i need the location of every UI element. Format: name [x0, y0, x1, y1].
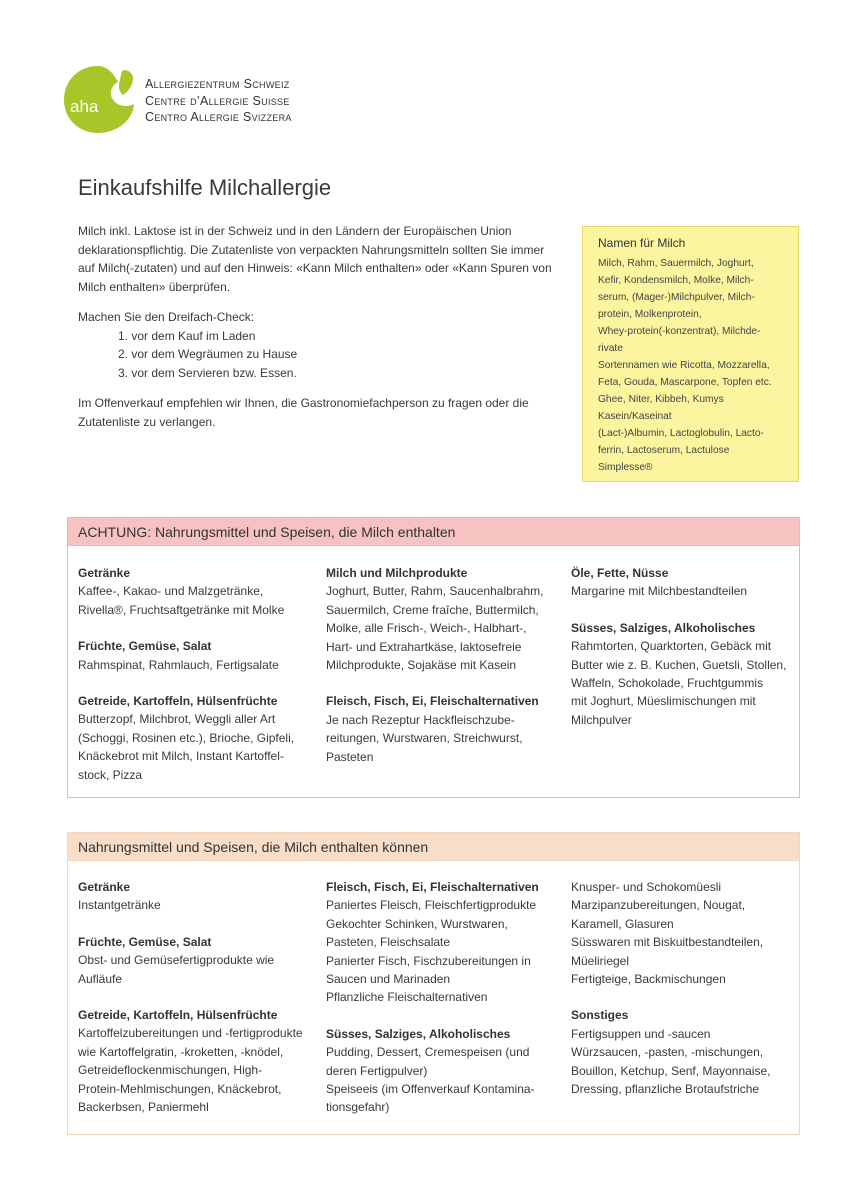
food-group-title: Süsses, Salziges, Alkoholisches: [571, 620, 756, 635]
food-group: [78, 1006, 313, 1116]
section-may-contain-milk: [67, 832, 800, 1135]
food-group-line: Fertigsuppen und -saucen: [571, 1026, 711, 1041]
food-group: [326, 564, 558, 674]
food-group-line: Backerbsen, Paniermehl: [78, 1100, 209, 1115]
food-group-line: Pflanzliche Fleischalternativen: [326, 990, 488, 1005]
food-group-line: Speiseeis (im Offenverkauf Kontamina-: [326, 1082, 535, 1097]
milk-name-line: ferrin, Lactoserum, Lactulose: [598, 445, 730, 456]
offenverkauf-paragraph: Im Offenverkauf empfehlen wir Ihnen, die Gastronomiefachperson zu fragen oder die Zutatenliste zu verlangen.: [78, 396, 529, 429]
column: [78, 878, 313, 1134]
food-group-line: wie Kartoffelgratin, -kroketten, -knödel,: [78, 1044, 284, 1059]
milk-names-title: Namen für Milch: [598, 236, 686, 250]
food-group-line: Rivella®, Fruchtsaftgetränke mit Molke: [78, 602, 285, 617]
food-group: [78, 637, 313, 674]
milk-name-line: Ghee, Niter, Kibbeh, Kumys: [598, 394, 724, 405]
food-group-line: Sauermilch, Creme fraîche, Buttermilch,: [326, 602, 539, 617]
milk-name-line: Feta, Gouda, Mascarpone, Topfen etc.: [598, 377, 772, 388]
intro-paragraph: Milch inkl. Laktose ist in der Schweiz und in den Ländern der Europäischen Union deklarationspflichtig. Die Zutatenliste von verpackten Nahrungsmitteln sollten Sie immer auf Milch(-zutaten) und auf den Hinweis: «Kann Milch enthalten» oder «Kann Spuren von Milch enthalten» überprüfen.: [78, 224, 552, 294]
food-group: [78, 933, 313, 988]
org-line-de: Allergiezentrum Schweiz: [145, 77, 290, 91]
food-group-line: Protein-Mehlmischungen, Knäckebrot,: [78, 1081, 282, 1096]
check-item: 2. vor dem Wegräumen zu Hause: [118, 347, 298, 361]
section-header: Nahrungsmittel und Speisen, die Milch enthalten können: [68, 833, 799, 861]
food-group-line: Joghurt, Butter, Rahm, Saucenhalbrahm,: [326, 584, 544, 599]
page-title: Einkaufshilfe Milchallergie: [78, 175, 332, 200]
food-group-line: Waffeln, Schokolade, Fruchtgummis: [571, 676, 764, 691]
food-group-title: Milch und Milchprodukte: [326, 566, 468, 580]
food-group-line: Hart- und Extrahartkäse, laktosefreie: [326, 639, 522, 654]
food-group-line: Getreideflockenmischungen, High-: [78, 1063, 263, 1078]
milk-name-line: Sortennamen wie Ricotta, Mozzarella,: [598, 360, 770, 371]
food-group-line: Margarine mit Milchbestandteilen: [571, 584, 748, 599]
food-group: [326, 692, 558, 766]
food-group-line: Panierter Fisch, Fischzubereitungen in: [326, 953, 531, 968]
column: [571, 878, 793, 1116]
organization-name: [145, 76, 292, 126]
food-group-line: stock, Pizza: [78, 767, 143, 782]
food-group-title: Fleisch, Fisch, Ei, Fleischalternativen: [326, 880, 539, 894]
milk-name-line: Kefir, Kondensmilch, Molke, Milch-: [598, 275, 754, 286]
food-group-line: Gekochter Schinken, Wurstwaren,: [326, 916, 508, 931]
food-group-line: Süsswaren mit Biskuitbestandteilen,: [571, 935, 764, 950]
food-group: [326, 1025, 558, 1117]
food-group: [326, 878, 558, 1007]
aha-logo-text: aha: [70, 97, 99, 116]
check-item: 1. vor dem Kauf im Laden: [118, 328, 256, 343]
food-group-line: mit Joghurt, Müeslimischungen mit: [571, 694, 756, 709]
food-group-line: Kartoffelzubereitungen und -fertigprodukte: [78, 1026, 303, 1041]
food-group-line: Marzipanzubereitungen, Nougat,: [571, 898, 746, 913]
check-intro: Machen Sie den Dreifach-Check:: [78, 310, 255, 324]
food-group: [571, 619, 793, 729]
food-group-line: reitungen, Wurstwaren, Streichwurst,: [326, 731, 523, 746]
food-group-line: Aufläufe: [78, 971, 123, 986]
milk-name-line: serum, (Mager-)Milchpulver, Milch-: [598, 292, 755, 303]
milk-names-box: [582, 226, 799, 482]
org-line-it: Centro Allergie Svizzera: [145, 110, 292, 124]
food-group-title: Sonstiges: [571, 1008, 629, 1023]
milk-name-line: (Lact-)Albumin, Lactoglobulin, Lacto-: [598, 428, 764, 439]
food-group-line: Butterzopf, Milchbrot, Weggli aller Art: [78, 712, 276, 727]
food-group-title: Früchte, Gemüse, Salat: [78, 639, 212, 654]
food-group-title: Fleisch, Fisch, Ei, Fleischalternativen: [326, 694, 539, 709]
food-group-line: Obst- und Gemüsefertigprodukte wie: [78, 953, 275, 968]
food-group-line: Knusper- und Schokomüesli: [571, 880, 722, 894]
food-group-title: Früchte, Gemüse, Salat: [78, 934, 212, 949]
milk-names-list: [598, 255, 784, 476]
column: [326, 564, 558, 784]
section-contains-milk: [67, 517, 800, 798]
food-group-title: Getränke: [78, 566, 131, 580]
food-group-line: Kaffee-, Kakao- und Malzgetränke,: [78, 584, 264, 599]
food-group-line: tionsgefahr): [326, 1100, 390, 1115]
section-header: ACHTUNG: Nahrungsmittel und Speisen, die Milch enthalten: [68, 518, 799, 546]
food-group-line: Pasteten, Fleischsalate: [326, 935, 451, 950]
milk-name-line: rivate: [598, 343, 623, 354]
food-group-title: Öle, Fette, Nüsse: [571, 566, 669, 580]
food-group: [78, 564, 313, 619]
food-group-title: Süsses, Salziges, Alkoholisches: [326, 1026, 511, 1041]
food-group-line: Instantgetränke: [78, 898, 161, 913]
food-group-line: Butter wie z. B. Kuchen, Guetsli, Stollen,: [571, 657, 787, 672]
food-group-title: Getreide, Kartoffeln, Hülsenfrüchte: [78, 1008, 278, 1023]
food-group-line: Milchpulver: [571, 712, 632, 727]
food-group-line: Saucen und Marinaden: [326, 972, 451, 987]
org-line-fr: Centre d’Allergie Suisse: [145, 93, 290, 108]
column: [571, 564, 793, 747]
food-group-title: Getreide, Kartoffeln, Hülsenfrüchte: [78, 694, 278, 709]
food-group: [78, 692, 313, 784]
food-group-line: Dressing, pflanzliche Brotaufstriche: [571, 1082, 760, 1097]
food-group-line: Knäckebrot mit Milch, Instant Kartoffel-: [78, 749, 284, 764]
food-group: [78, 878, 313, 915]
food-group-line: Karamell, Glasuren: [571, 916, 674, 931]
food-group: [571, 564, 793, 601]
food-group-line: Pudding, Dessert, Cremespeisen (und: [326, 1045, 530, 1060]
food-group-line: Paniertes Fleisch, Fleischfertigprodukte: [326, 898, 537, 913]
food-group-line: Rahmspinat, Rahmlauch, Fertigsalate: [78, 657, 279, 672]
milk-name-line: Simplesse®: [598, 462, 653, 473]
food-group-line: (Schoggi, Rosinen etc.), Brioche, Gipfeli,: [78, 730, 295, 745]
check-list: [118, 327, 558, 383]
food-group-line: Pasteten: [326, 749, 374, 764]
food-group: [571, 1006, 793, 1098]
food-group-line: Bouillon, Ketchup, Senf, Mayonnaise,: [571, 1063, 771, 1078]
food-group-line: Milchprodukte, Sojakäse mit Kasein: [326, 658, 517, 673]
milk-name-line: Kasein/Kaseinat: [598, 411, 672, 422]
aha-logo: [62, 64, 140, 134]
check-item: 3. vor dem Servieren bzw. Essen.: [118, 365, 297, 380]
milk-name-line: protein, Molkenprotein,: [598, 309, 702, 320]
food-group-line: Müeliriegel: [571, 953, 630, 968]
milk-name-line: Whey-protein(-konzentrat), Milchde-: [598, 326, 761, 337]
intro-text: [78, 222, 558, 443]
food-group: [571, 878, 793, 988]
food-group-line: Rahmtorten, Quarktorten, Gebäck mit: [571, 639, 772, 654]
food-group-line: Molke, alle Frisch-, Weich-, Halbhart-,: [326, 621, 527, 636]
food-group-line: Würzsaucen, -pasten, -mischungen,: [571, 1045, 764, 1060]
column: [78, 564, 313, 802]
food-group-line: Fertigteige, Backmischungen: [571, 972, 726, 987]
milk-name-line: Milch, Rahm, Sauermilch, Joghurt,: [598, 258, 754, 269]
food-group-title: Getränke: [78, 880, 131, 894]
column: [326, 878, 558, 1135]
food-group-line: deren Fertigpulver): [326, 1063, 428, 1078]
food-group-line: Je nach Rezeptur Hackfleischzube-: [326, 712, 515, 727]
